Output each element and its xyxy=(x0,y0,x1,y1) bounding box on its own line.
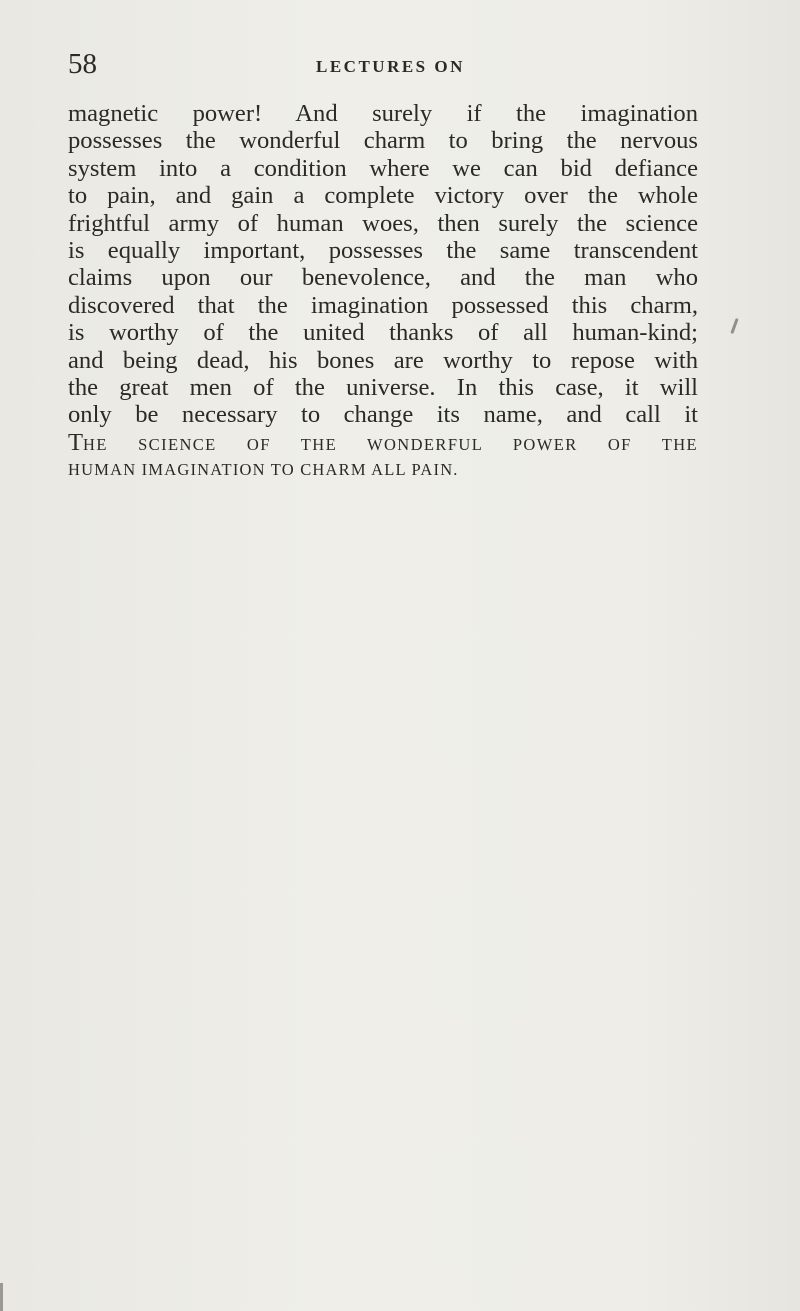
text-line: to pain, and gain a complete victory over the whole xyxy=(68,182,698,210)
text-line: discovered that the imagination possessed this charm, xyxy=(68,291,698,319)
text-line: and being dead, his bones are worthy to repose with xyxy=(68,346,698,374)
page-header xyxy=(68,44,708,84)
text-line: system into a condition where we can bid defiance xyxy=(68,154,698,182)
text-line: claims upon our benevolence, and the man who xyxy=(68,264,698,292)
small-caps-text: HE SCIENCE OF THE WONDERFUL POWER OF THE xyxy=(83,434,698,454)
text-line: the great men of the universe. In this case, it will xyxy=(68,373,698,401)
page-edge-mark xyxy=(0,1283,3,1311)
ink-smudge xyxy=(730,318,738,334)
body-paragraph xyxy=(68,100,698,483)
small-caps-line xyxy=(68,429,698,456)
text-line: only be necessary to change its name, and call it xyxy=(68,401,698,429)
text-line: is worthy of the united thanks of all human-kind; xyxy=(68,319,698,347)
small-caps-line: HUMAN IMAGINATION TO CHARM ALL PAIN. xyxy=(68,460,459,480)
page-number: 58 xyxy=(68,48,97,80)
text-line: possesses the wonderful charm to bring the nervous xyxy=(68,127,698,155)
text-line: magnetic power! And surely if the imagination xyxy=(68,100,698,127)
small-caps-initial: T xyxy=(68,428,84,456)
running-head: LECTURES ON xyxy=(316,57,465,76)
text-line: frightful army of human woes, then surely the science xyxy=(68,209,698,237)
text-line: is equally important, possesses the same transcendent xyxy=(68,236,698,264)
